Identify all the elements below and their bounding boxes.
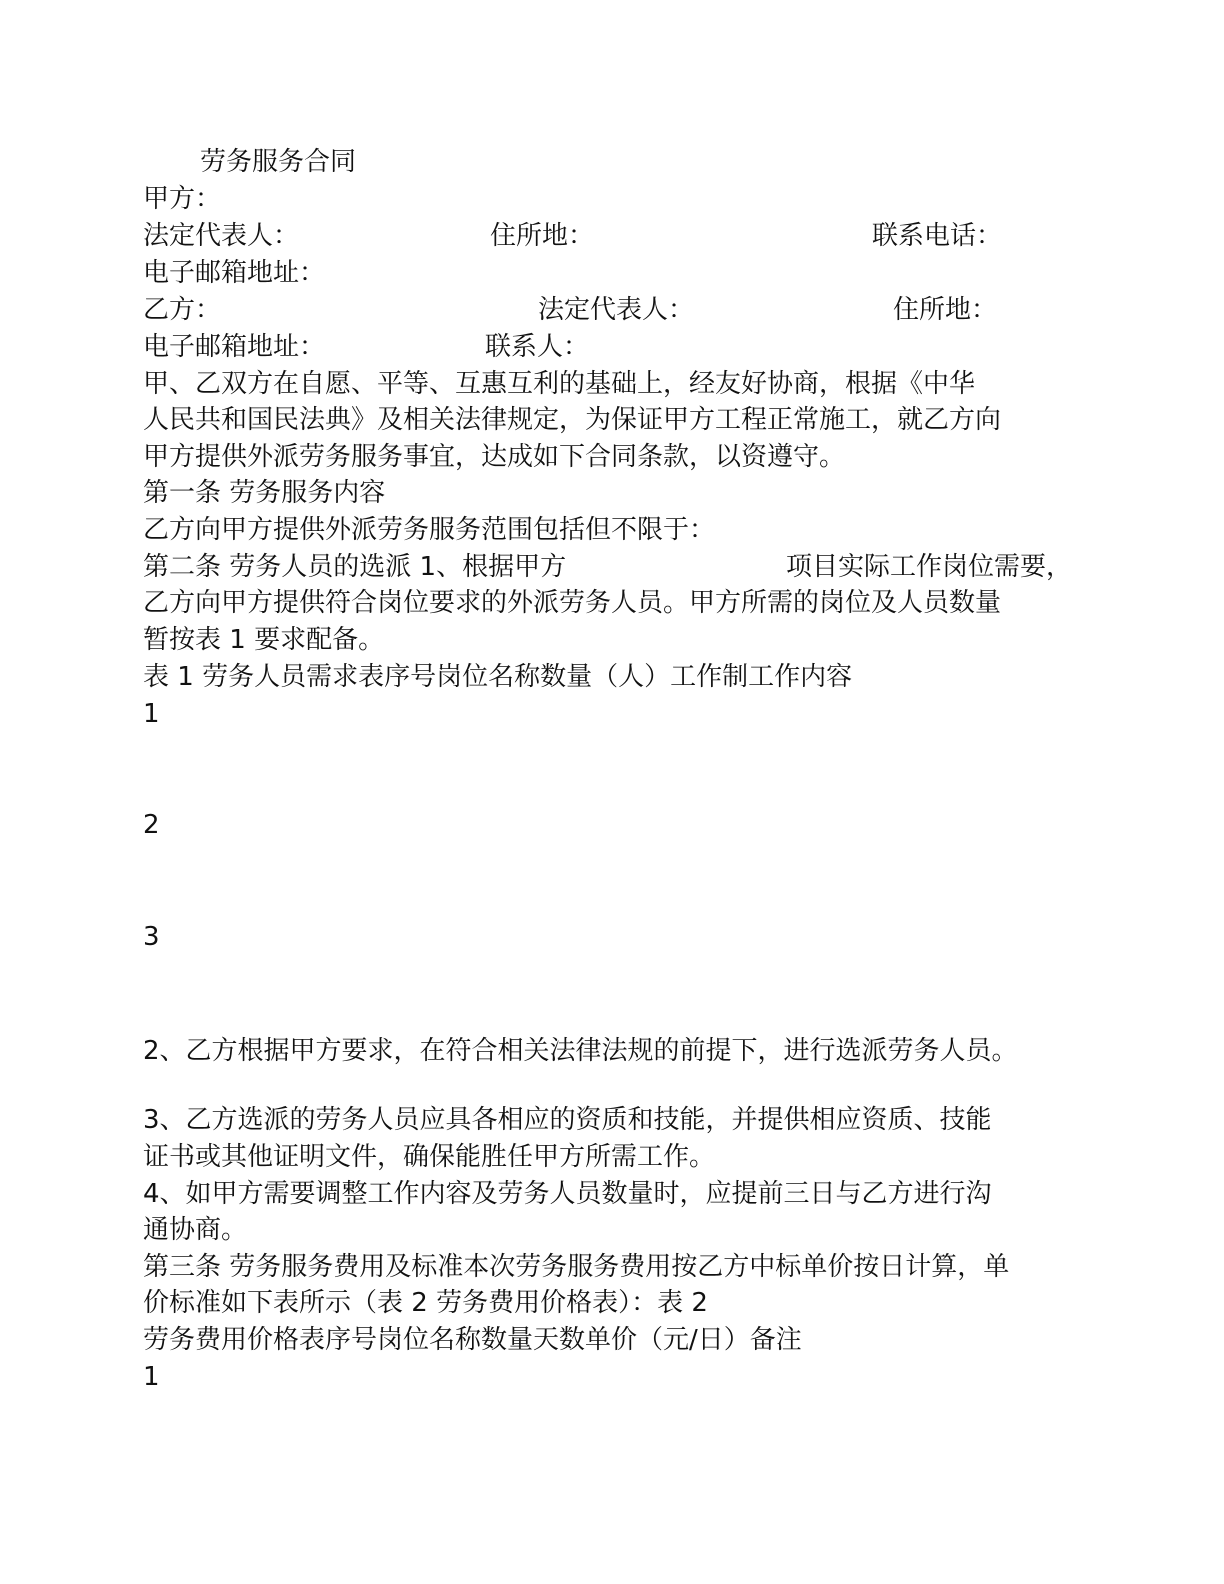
preamble-line: 人民共和国民法典》及相关法律规定，为保证甲方工程正常施工，就乙方向 [143, 405, 1002, 435]
document-title: 劳务服务合同 [200, 147, 357, 177]
article-1-body: 乙方向甲方提供外派劳务服务范围包括但不限于： [143, 515, 716, 545]
party-a-email: 电子邮箱地址： [143, 258, 326, 288]
article-3-line: 价标准如下表所示（表 2 劳务费用价格表）：表 2 [143, 1288, 708, 1318]
article-2-line: 第二条 劳务人员的选派 1、根据甲方 [143, 552, 567, 582]
table-1-caption: 表 1 劳务人员需求表序号岗位名称数量（人）工作制工作内容 [143, 662, 853, 692]
article-3-line: 第三条 劳务服务费用及标准本次劳务服务费用按乙方中标单价按日计算，单 [143, 1252, 1010, 1282]
party-a-address: 住所地： [490, 221, 595, 251]
party-a-label: 甲方： [143, 184, 222, 214]
preamble-line: 甲、乙双方在自愿、平等、互惠互利的基础上，经友好协商，根据《中华 [143, 369, 976, 399]
article-2-line: 暂按表 1 要求配备。 [143, 625, 385, 655]
clause-4-line: 通协商。 [143, 1215, 248, 1245]
table-1-row-number: 2 [143, 810, 160, 840]
clause-3-line: 3、乙方选派的劳务人员应具各相应的资质和技能，并提供相应资质、技能 [143, 1105, 992, 1135]
party-b-legal-rep: 法定代表人： [538, 295, 695, 325]
party-a-phone: 联系电话： [872, 221, 1003, 251]
clause-4-line: 4、如甲方需要调整工作内容及劳务人员数量时，应提前三日与乙方进行沟 [143, 1179, 992, 1209]
table-1-row-number: 1 [143, 699, 160, 729]
clause-2: 2、乙方根据甲方要求，在符合相关法律法规的前提下，进行选派劳务人员。 [143, 1036, 1018, 1066]
table-2-row-number: 1 [143, 1362, 160, 1392]
article-1-heading: 第一条 劳务服务内容 [143, 478, 386, 508]
party-b-contact: 联系人： [485, 332, 590, 362]
party-b-address: 住所地： [893, 295, 998, 325]
table-1-row-number: 3 [143, 922, 160, 952]
clause-3-line: 证书或其他证明文件，确保能胜任甲方所需工作。 [143, 1142, 716, 1172]
table-2-caption: 劳务费用价格表序号岗位名称数量天数单价（元/日）备注 [143, 1325, 802, 1355]
preamble-line: 甲方提供外派劳务服务事宜，达成如下合同条款，以资遵守。 [143, 442, 846, 472]
party-a-legal-rep: 法定代表人： [143, 221, 300, 251]
party-b-label: 乙方： [143, 295, 222, 325]
article-2-line: 乙方向甲方提供符合岗位要求的外派劳务人员。甲方所需的岗位及人员数量 [143, 588, 1002, 618]
party-b-email: 电子邮箱地址： [143, 332, 326, 362]
article-2-line: 项目实际工作岗位需要， [786, 552, 1073, 582]
